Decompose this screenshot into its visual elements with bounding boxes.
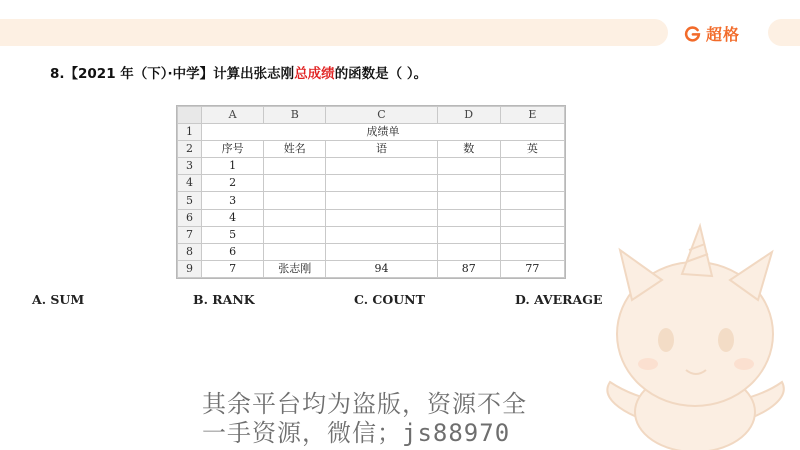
row-number: 9 [178, 260, 202, 277]
top-banner-end [768, 19, 800, 46]
table-cell [264, 175, 326, 192]
corner-cell [178, 107, 202, 124]
table-row [178, 260, 565, 277]
table-cell: 7 [202, 260, 264, 277]
unicorn-mascot-icon [590, 222, 800, 450]
table-cell [326, 209, 437, 226]
table-cell [437, 226, 500, 243]
watermark-text [202, 390, 527, 448]
table-row [178, 175, 565, 192]
table-row [178, 226, 565, 243]
table-cell [500, 175, 564, 192]
brand-logo [684, 22, 740, 44]
table-cell: 1 [202, 158, 264, 175]
table-cell: 姓名 [264, 141, 326, 158]
row-number: 3 [178, 158, 202, 175]
table-cell [500, 192, 564, 209]
row-number: 8 [178, 243, 202, 260]
table-cell: 87 [437, 260, 500, 277]
column-header: B [264, 107, 326, 124]
table-cell: 数 [437, 141, 500, 158]
table-row [178, 124, 565, 141]
table-cell [437, 243, 500, 260]
top-banner [0, 19, 668, 46]
option-c[interactable]: C. COUNT [354, 292, 425, 307]
table-cell [264, 243, 326, 260]
table-cell: 4 [202, 209, 264, 226]
table-cell [500, 209, 564, 226]
row-number: 5 [178, 192, 202, 209]
row-number: 7 [178, 226, 202, 243]
option-a[interactable]: A. SUM [32, 292, 85, 307]
table-cell: 张志刚 [264, 260, 326, 277]
table-title: 成绩单 [202, 124, 565, 141]
table-cell [326, 243, 437, 260]
table-cell: 序号 [202, 141, 264, 158]
table-cell [326, 226, 437, 243]
column-header: E [500, 107, 564, 124]
table-cell [500, 158, 564, 175]
table-cell: 2 [202, 175, 264, 192]
table-cell: 6 [202, 243, 264, 260]
table-cell [437, 158, 500, 175]
table-row [178, 141, 565, 158]
column-header-row [178, 107, 565, 124]
table-cell: 英 [500, 141, 564, 158]
table-row [178, 158, 565, 175]
option-d[interactable]: D. AVERAGE [515, 292, 603, 307]
table-cell: 5 [202, 226, 264, 243]
table-cell: 3 [202, 192, 264, 209]
table-row [178, 192, 565, 209]
table-cell [326, 192, 437, 209]
brand-name: 超格 [706, 24, 741, 44]
spreadsheet-image [176, 105, 566, 279]
watermark-line-1: 其余平台均为盗版，资源不全 [202, 390, 527, 418]
row-number: 4 [178, 175, 202, 192]
table-cell [264, 192, 326, 209]
watermark-line-2: 一手资源，微信；js88970 [202, 419, 511, 447]
question-prefix: 8.【2021 年（下）·中学】计算出张志刚 [50, 66, 295, 82]
column-header: C [326, 107, 437, 124]
column-header: A [202, 107, 264, 124]
table-cell [264, 226, 326, 243]
row-number: 2 [178, 141, 202, 158]
option-b[interactable]: B. RANK [193, 292, 255, 307]
question-suffix: 的函数是（ ）。 [334, 66, 428, 82]
table-cell [437, 209, 500, 226]
table-row [178, 209, 565, 226]
table-cell [326, 158, 437, 175]
question-text [50, 62, 427, 82]
table-cell [437, 192, 500, 209]
column-header: D [437, 107, 500, 124]
score-table [177, 106, 565, 278]
table-cell [500, 243, 564, 260]
table-cell: 77 [500, 260, 564, 277]
table-cell: 94 [326, 260, 437, 277]
row-number: 1 [178, 124, 202, 141]
question-highlight: 总成绩 [294, 66, 335, 82]
table-cell [437, 175, 500, 192]
table-row [178, 243, 565, 260]
table-cell: 语 [326, 141, 437, 158]
table-cell [326, 175, 437, 192]
row-number: 6 [178, 209, 202, 226]
table-cell [264, 158, 326, 175]
table-cell [500, 226, 564, 243]
table-cell [264, 209, 326, 226]
brand-g-icon [684, 25, 701, 42]
